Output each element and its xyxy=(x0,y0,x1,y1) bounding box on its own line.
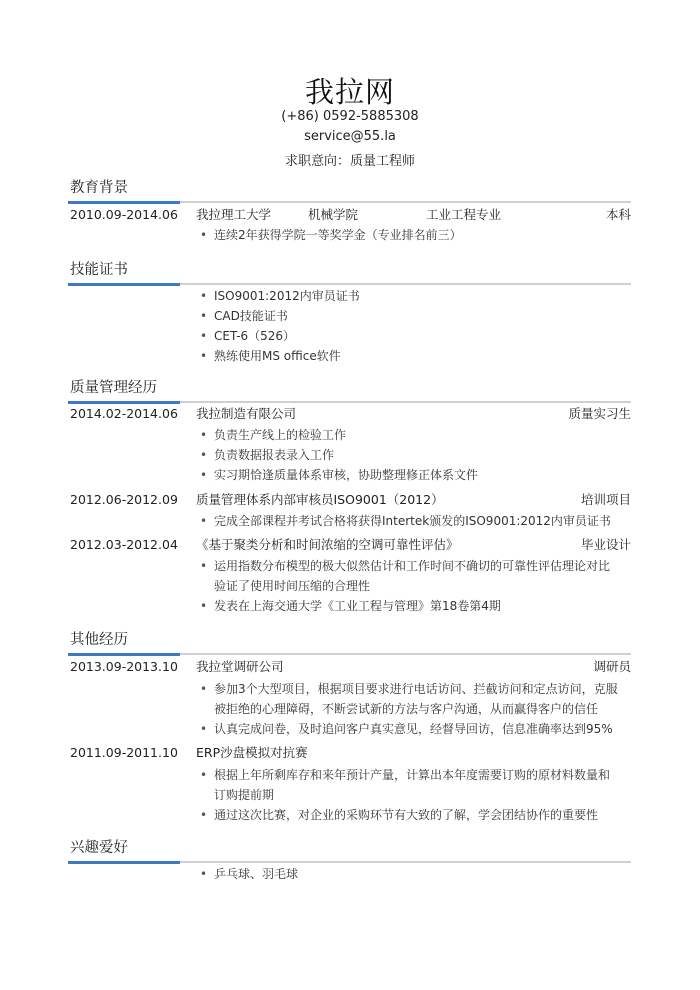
list-item: • 运用指数分布模型的极大似然估计和工作时间不确切的可靠性评估理论对比 xyxy=(200,556,630,576)
phone-number: (+86) 0592-5885308 xyxy=(281,109,419,124)
entry-bullets xyxy=(200,765,630,825)
section-title: 技能证书 xyxy=(70,262,128,278)
list-item-continuation xyxy=(200,576,630,596)
entry-organization: ERP沙盘模拟对抗赛 xyxy=(196,745,308,760)
entry-organization: 《基于聚类分析和时间浓缩的空调可靠性评估》 xyxy=(196,537,459,552)
list-item-continuation xyxy=(200,785,630,805)
section-accent xyxy=(68,861,180,864)
job-intent: 求职意向：质量工程师 xyxy=(284,154,415,169)
hobbies-bullets xyxy=(200,864,630,884)
skills-bullets xyxy=(200,286,630,366)
entry-role: 培训项目 xyxy=(580,492,631,507)
section-accent xyxy=(68,653,180,656)
entry-date: 2014.02-2014.06 xyxy=(70,406,178,421)
list-item: • 参加3个大型项目，根据项目要求进行电话访问、拦截访问和定点访问，克服 xyxy=(200,679,630,699)
list-item: • 负责数据报表录入工作 xyxy=(200,445,630,465)
list-item: • 连续2年获得学院一等奖学金（专业排名前三） xyxy=(200,225,630,245)
entry-bullets xyxy=(200,225,630,245)
entry-bullets xyxy=(200,679,630,739)
list-item: • 发表在上海交通大学《工业工程与管理》第18卷第4期 xyxy=(200,596,630,616)
section-title: 其他经历 xyxy=(70,632,128,648)
list-item: • 乒乓球、羽毛球 xyxy=(200,864,630,884)
experience-entry xyxy=(68,490,631,510)
list-item: • 完成全部课程并考试合格将获得Intertek颁发的ISO9001:2012内审员证书 xyxy=(200,511,630,531)
continuation-text: 订购提前期 xyxy=(214,788,275,802)
entry-role: 调研员 xyxy=(593,659,631,674)
section-education xyxy=(68,178,631,203)
education-entry xyxy=(68,205,631,225)
experience-entry xyxy=(68,657,631,677)
list-item: • 负责生产线上的检验工作 xyxy=(200,425,630,445)
list-item: • ISO9001:2012内审员证书 xyxy=(200,286,630,306)
college-name: 机械学院 xyxy=(308,207,359,222)
entry-bullets xyxy=(200,425,630,485)
section-quality xyxy=(68,378,631,403)
school-name: 我拉理工大学 xyxy=(196,207,272,222)
continuation-text: 被拒绝的心理障碍，不断尝试新的方法与客户沟通，从而赢得客户的信任 xyxy=(214,702,599,716)
entry-date: 2012.06-2012.09 xyxy=(70,492,178,507)
major-name: 工业工程专业 xyxy=(426,207,502,222)
list-item: • 通过这次比赛，对企业的采购环节有大致的了解，学会团结协作的重要性 xyxy=(200,805,630,825)
list-item-continuation xyxy=(200,699,630,719)
entry-date: 2012.03-2012.04 xyxy=(70,537,178,552)
section-divider xyxy=(68,861,631,863)
experience-entry xyxy=(68,535,631,555)
section-divider xyxy=(68,653,631,655)
section-other xyxy=(68,630,631,655)
entry-role: 质量实习生 xyxy=(568,406,631,421)
section-divider xyxy=(68,201,631,203)
section-hobbies xyxy=(68,838,631,863)
entry-date: 2010.09-2014.06 xyxy=(70,207,178,222)
section-divider xyxy=(68,401,631,403)
degree: 本科 xyxy=(605,207,631,222)
section-title: 兴趣爱好 xyxy=(70,840,128,856)
entry-organization: 我拉制造有限公司 xyxy=(196,406,297,421)
resume-name: 我拉网 xyxy=(304,75,395,109)
section-title: 质量管理经历 xyxy=(70,380,157,396)
list-item: • 根据上年所剩库存和来年预计产量，计算出本年度需要订购的原材料数量和 xyxy=(200,765,630,785)
list-item: • 实习期恰逢质量体系审核，协助整理修正体系文件 xyxy=(200,465,630,485)
section-accent xyxy=(68,201,180,204)
section-divider xyxy=(68,283,631,285)
entry-date: 2011.09-2011.10 xyxy=(70,745,178,760)
experience-entry xyxy=(68,404,631,424)
section-skills xyxy=(68,260,631,285)
section-accent xyxy=(68,283,180,286)
entry-bullets xyxy=(200,556,630,616)
section-title: 教育背景 xyxy=(70,180,128,196)
list-item: • 熟练使用MS office软件 xyxy=(200,346,630,366)
email-address: service@55.la xyxy=(304,129,396,144)
continuation-text: 验证了使用时间压缩的合理性 xyxy=(214,579,371,593)
list-item: • 认真完成问卷，及时追问客户真实意见，经督导回访，信息准确率达到95% xyxy=(200,719,630,739)
entry-date: 2013.09-2013.10 xyxy=(70,659,178,674)
list-item: • CET-6（526） xyxy=(200,326,630,346)
entry-organization: 质量管理体系内部审核员ISO9001（2012） xyxy=(196,492,444,507)
entry-organization: 我拉堂调研公司 xyxy=(196,659,284,674)
experience-entry xyxy=(68,743,631,763)
entry-role: 毕业设计 xyxy=(580,537,631,552)
list-item: • CAD技能证书 xyxy=(200,306,630,326)
entry-bullets xyxy=(200,511,630,531)
